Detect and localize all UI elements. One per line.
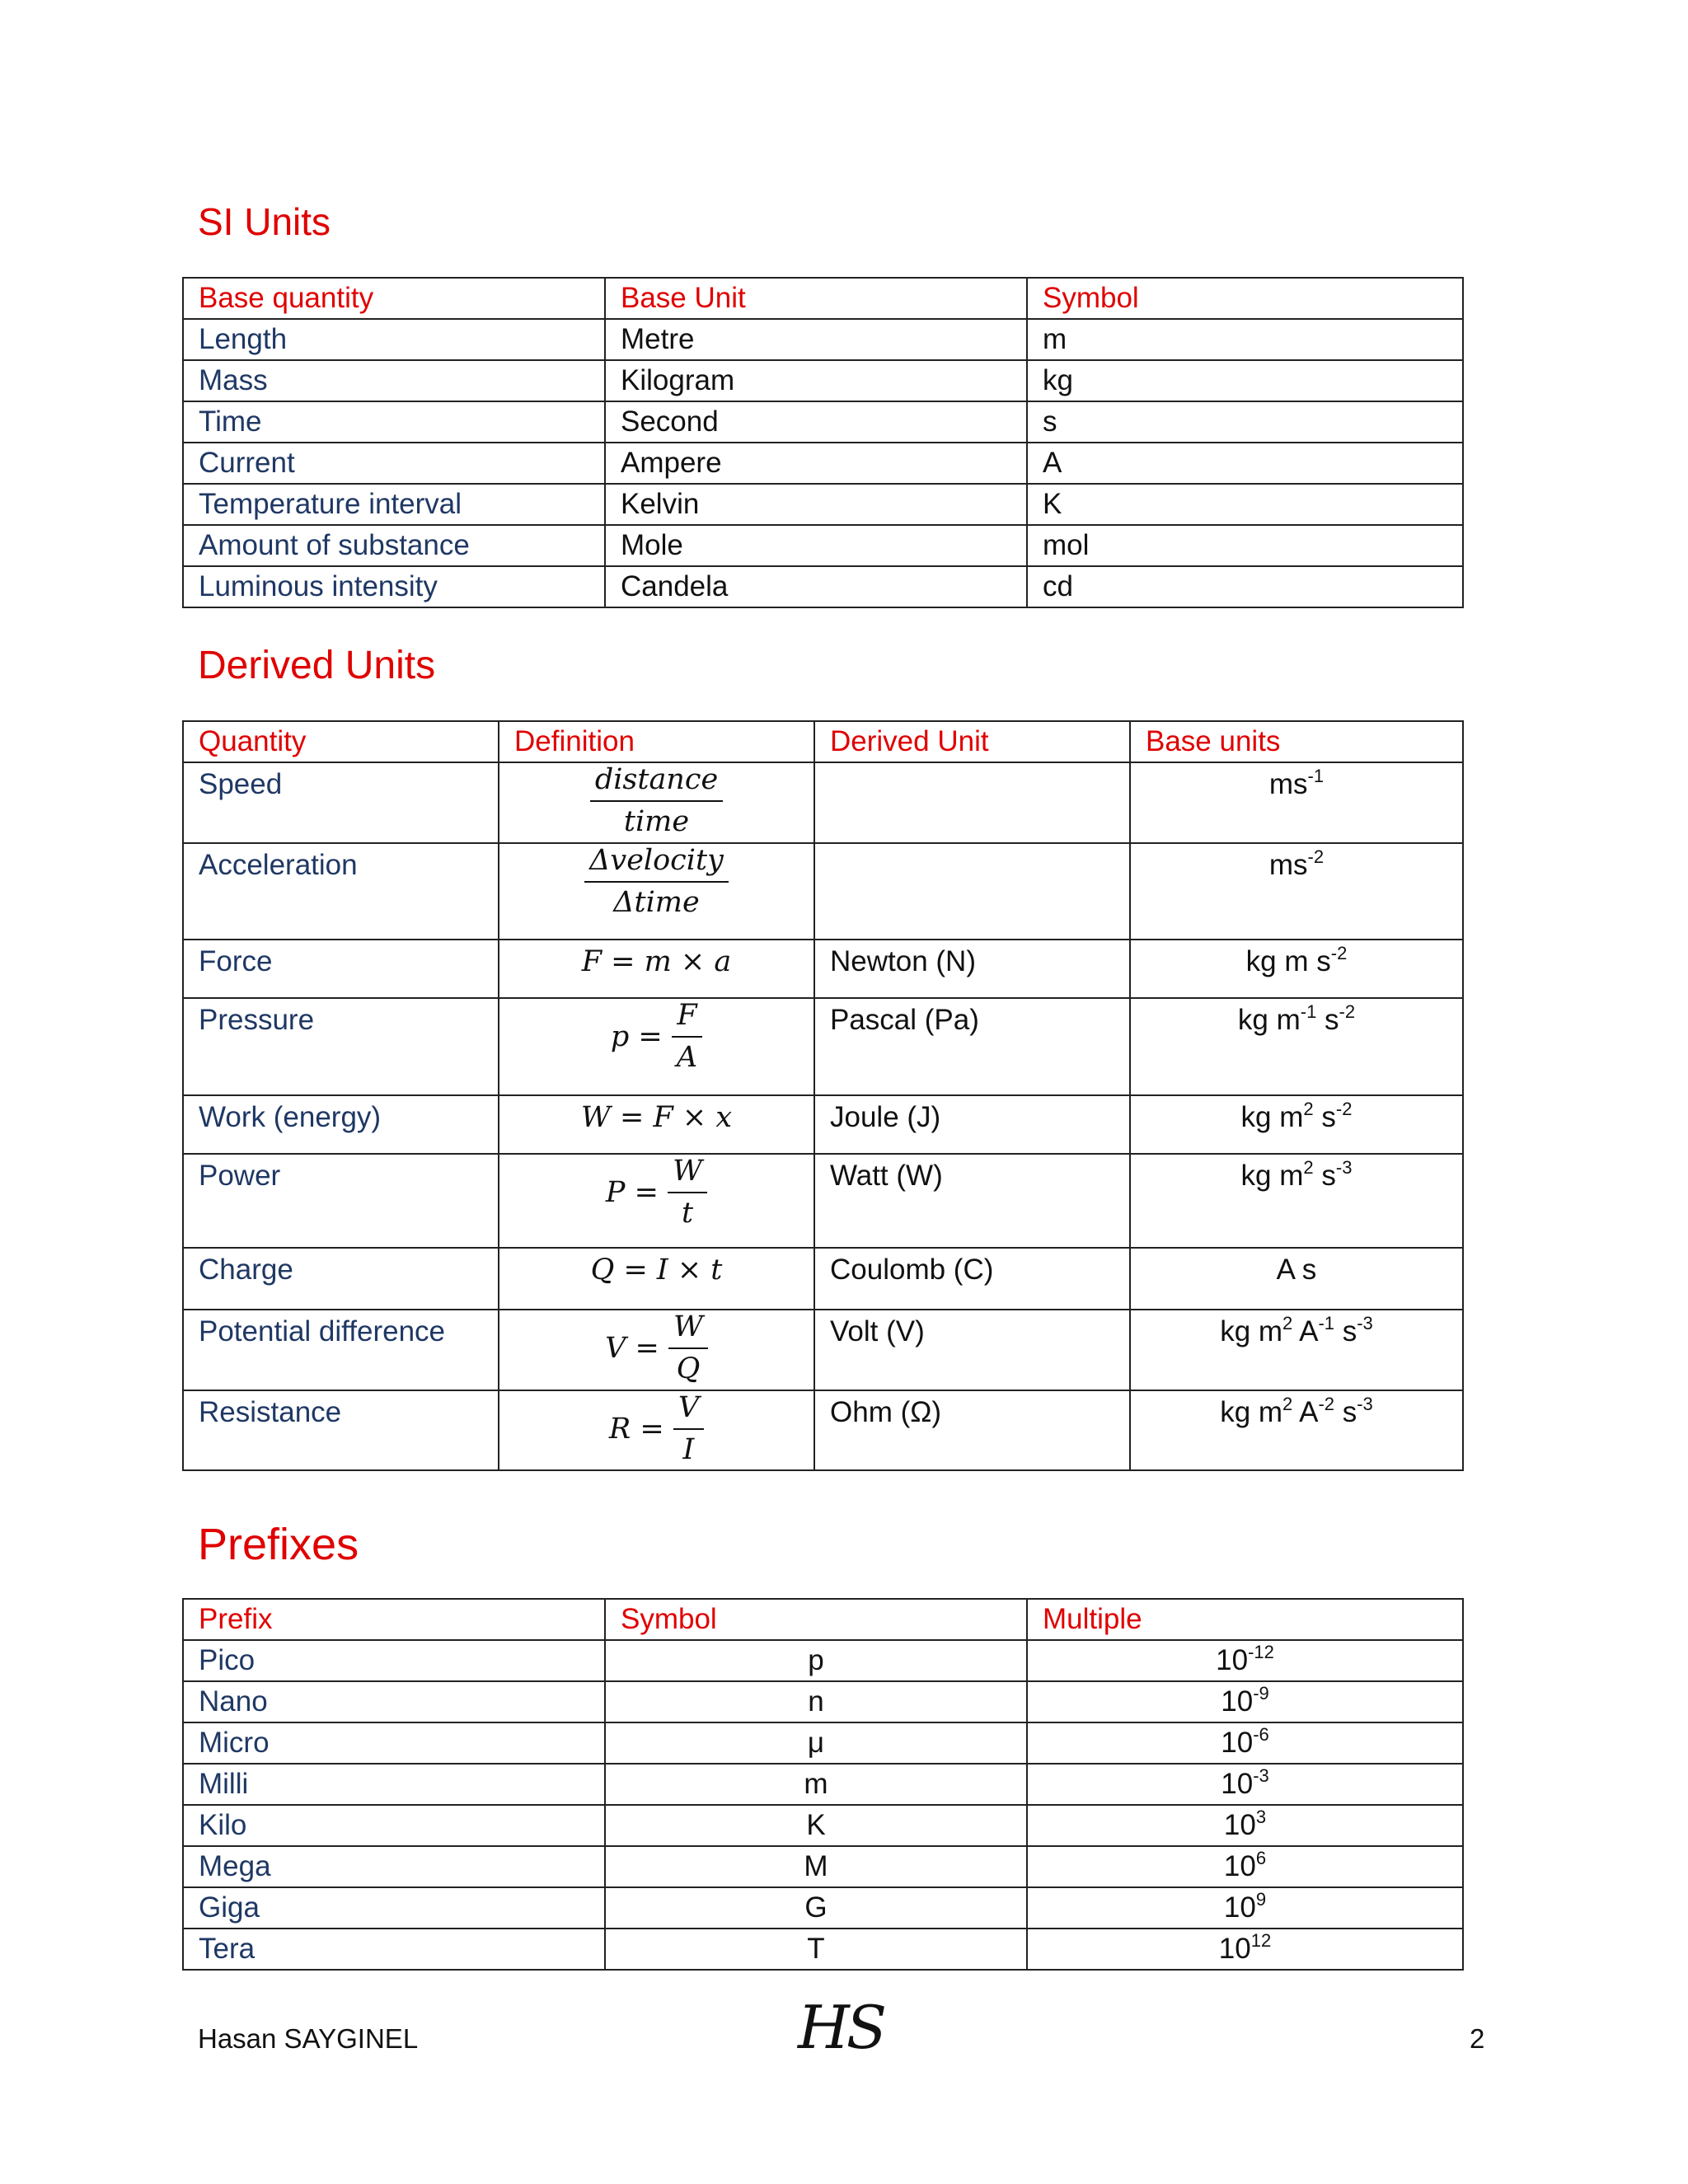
table-cell: K — [1027, 484, 1463, 525]
table-cell: mol — [1027, 525, 1463, 566]
denominator: I — [682, 1432, 695, 1466]
definition-formula — [499, 998, 814, 1095]
table-row — [183, 762, 1463, 843]
base-unit: kg m — [1220, 1396, 1283, 1428]
table-cell: Watt (W) — [814, 1154, 1130, 1248]
base-units-cell — [1130, 1310, 1463, 1390]
table-row — [183, 443, 1463, 484]
exponent: 6 — [1255, 1848, 1267, 1868]
definition-formula: Q = I × t — [499, 1248, 814, 1310]
si-units-table — [182, 277, 1464, 608]
multiple-base: 10 — [1216, 1644, 1249, 1676]
column-header: Base quantity — [183, 278, 605, 319]
exponent: 2 — [1282, 1394, 1293, 1414]
table-cell: Mass — [183, 360, 605, 401]
table-cell: cd — [1027, 566, 1463, 607]
table-cell: Newton (N) — [814, 940, 1130, 998]
derived-units-table — [182, 720, 1464, 1471]
multiple-base: 10 — [1223, 1891, 1256, 1924]
column-header: Base Unit — [605, 278, 1027, 319]
table-cell: Giga — [183, 1887, 605, 1929]
table-header-row — [183, 1599, 1463, 1640]
denominator: Q — [676, 1352, 701, 1385]
numerator: W — [668, 1312, 708, 1349]
exponent: 12 — [1250, 1930, 1272, 1951]
table-cell: m — [605, 1764, 1027, 1805]
table-row — [183, 1764, 1463, 1805]
table-cell: T — [605, 1929, 1027, 1970]
exponent: -6 — [1253, 1724, 1269, 1745]
table-cell: Nano — [183, 1681, 605, 1722]
table-row — [183, 1248, 1463, 1310]
formula-lhs: R = — [608, 1412, 664, 1446]
base-unit: s — [1313, 1160, 1336, 1192]
table-cell: μ — [605, 1722, 1027, 1764]
base-units-cell — [1130, 1154, 1463, 1248]
table-cell — [1027, 1640, 1463, 1681]
table-cell: Tera — [183, 1929, 605, 1970]
base-unit: s — [1313, 1101, 1336, 1133]
table-cell: Second — [605, 401, 1027, 443]
multiple-base: 10 — [1218, 1933, 1251, 1965]
table-cell: Kilo — [183, 1805, 605, 1846]
table-cell: Pressure — [183, 998, 499, 1095]
table-header-row — [183, 278, 1463, 319]
table-cell: Milli — [183, 1764, 605, 1805]
definition-formula — [499, 1154, 814, 1248]
table-cell — [1027, 1722, 1463, 1764]
exponent: 2 — [1303, 1099, 1314, 1119]
exponent: -2 — [1339, 1001, 1356, 1022]
si-units-heading: SI Units — [198, 200, 331, 243]
base-unit: s — [1334, 1315, 1357, 1347]
definition-formula: W = F × x — [499, 1095, 814, 1154]
table-cell: K — [605, 1805, 1027, 1846]
table-row — [183, 1640, 1463, 1681]
column-header: Definition — [499, 721, 814, 762]
numerator: W — [668, 1156, 707, 1193]
base-units-cell — [1130, 998, 1463, 1095]
base-unit: kg m — [1240, 1160, 1304, 1192]
multiple-base: 10 — [1221, 1727, 1254, 1759]
table-cell: G — [605, 1887, 1027, 1929]
exponent: 2 — [1282, 1313, 1293, 1333]
exponent: -2 — [1307, 846, 1325, 867]
exponent: -1 — [1300, 1001, 1317, 1022]
table-cell: Speed — [183, 762, 499, 843]
table-cell: m — [1027, 319, 1463, 360]
table-cell: p — [605, 1640, 1027, 1681]
base-units-cell — [1130, 1095, 1463, 1154]
table-cell: Joule (J) — [814, 1095, 1130, 1154]
formula-lhs: p = — [610, 1019, 663, 1053]
multiple-base: 10 — [1221, 1685, 1254, 1718]
exponent: -1 — [1318, 1313, 1334, 1333]
column-header: Multiple — [1027, 1599, 1463, 1640]
prefixes-heading: Prefixes — [198, 1520, 359, 1569]
footer-author: Hasan SAYGINEL — [198, 2023, 419, 2054]
exponent: -9 — [1253, 1683, 1269, 1704]
formula-lhs: V = — [605, 1331, 659, 1365]
table-cell: Mole — [605, 525, 1027, 566]
numerator: Δvelocity — [584, 846, 729, 883]
denominator: t — [682, 1196, 694, 1230]
denominator: A — [676, 1040, 698, 1074]
fraction — [668, 1312, 708, 1385]
table-row — [183, 1929, 1463, 1970]
base-units-cell: A s — [1130, 1248, 1463, 1310]
base-units-cell — [1130, 843, 1463, 940]
table-cell: s — [1027, 401, 1463, 443]
table-cell: Length — [183, 319, 605, 360]
table-row — [183, 1390, 1463, 1470]
table-cell: Power — [183, 1154, 499, 1248]
table-cell — [1027, 1681, 1463, 1722]
table-cell: Metre — [605, 319, 1027, 360]
table-row — [183, 1310, 1463, 1390]
table-row — [183, 319, 1463, 360]
table-cell: Micro — [183, 1722, 605, 1764]
exponent: -12 — [1248, 1642, 1274, 1662]
definition-formula — [499, 762, 814, 843]
formula-lhs: P = — [605, 1175, 659, 1209]
exponent: -3 — [1357, 1394, 1373, 1414]
definition-formula — [499, 843, 814, 940]
table-row — [183, 1805, 1463, 1846]
base-unit: kg m — [1220, 1315, 1283, 1347]
base-unit: s — [1334, 1396, 1357, 1428]
base-unit: A — [1292, 1396, 1319, 1428]
column-header: Prefix — [183, 1599, 605, 1640]
base-units-cell — [1130, 940, 1463, 998]
base-unit: A — [1292, 1315, 1319, 1347]
table-cell: Volt (V) — [814, 1310, 1130, 1390]
multiple-base: 10 — [1221, 1768, 1254, 1800]
table-row — [183, 1722, 1463, 1764]
table-row — [183, 1154, 1463, 1248]
table-row — [183, 566, 1463, 607]
table-row — [183, 940, 1463, 998]
table-cell: Ohm (Ω) — [814, 1390, 1130, 1470]
table-cell — [814, 843, 1130, 940]
exponent: 3 — [1255, 1807, 1267, 1827]
table-cell — [1027, 1846, 1463, 1887]
table-row — [183, 998, 1463, 1095]
table-cell: Amount of substance — [183, 525, 605, 566]
numerator: V — [673, 1393, 704, 1430]
table-cell — [814, 762, 1130, 843]
exponent: 2 — [1303, 1157, 1314, 1178]
table-cell: Charge — [183, 1248, 499, 1310]
column-header: Base units — [1130, 721, 1463, 762]
table-row — [183, 1887, 1463, 1929]
page-number: 2 — [1470, 2023, 1485, 2054]
base-unit: kg m — [1240, 1101, 1304, 1133]
numerator: F — [672, 1001, 702, 1038]
base-unit: ms — [1268, 849, 1308, 881]
table-cell: Mega — [183, 1846, 605, 1887]
base-units-cell — [1130, 762, 1463, 843]
table-cell: Potential difference — [183, 1310, 499, 1390]
table-cell: Kelvin — [605, 484, 1027, 525]
table-cell: Coulomb (C) — [814, 1248, 1130, 1310]
multiple-base: 10 — [1223, 1850, 1256, 1882]
definition-formula — [499, 1390, 814, 1470]
denominator: Δtime — [613, 885, 700, 919]
column-header: Quantity — [183, 721, 499, 762]
column-header: Derived Unit — [814, 721, 1130, 762]
table-row — [183, 360, 1463, 401]
exponent: 9 — [1255, 1889, 1267, 1910]
table-cell: Time — [183, 401, 605, 443]
derived-units-heading: Derived Units — [198, 644, 436, 687]
base-unit: s — [1316, 1004, 1339, 1036]
numerator: distance — [590, 765, 723, 802]
table-cell: Pico — [183, 1640, 605, 1681]
table-cell: Temperature interval — [183, 484, 605, 525]
table-cell: Luminous intensity — [183, 566, 605, 607]
table-cell — [1027, 1805, 1463, 1846]
exponent: -3 — [1253, 1765, 1269, 1786]
table-cell: Ampere — [605, 443, 1027, 484]
table-cell: M — [605, 1846, 1027, 1887]
table-row — [183, 484, 1463, 525]
column-header: Symbol — [605, 1599, 1027, 1640]
table-cell — [1027, 1764, 1463, 1805]
table-cell: kg — [1027, 360, 1463, 401]
table-cell: Kilogram — [605, 360, 1027, 401]
table-cell: Force — [183, 940, 499, 998]
table-cell: Resistance — [183, 1390, 499, 1470]
fraction — [584, 846, 729, 918]
table-cell: Candela — [605, 566, 1027, 607]
table-cell: Pascal (Pa) — [814, 998, 1130, 1095]
exponent: -3 — [1335, 1157, 1353, 1178]
fraction — [590, 765, 723, 837]
table-row — [183, 1095, 1463, 1154]
table-cell: Current — [183, 443, 605, 484]
table-row — [183, 401, 1463, 443]
table-row — [183, 525, 1463, 566]
table-cell: n — [605, 1681, 1027, 1722]
definition-formula — [499, 1310, 814, 1390]
base-unit: kg m — [1237, 1004, 1301, 1036]
prefixes-table — [182, 1598, 1464, 1971]
exponent: -2 — [1330, 943, 1348, 963]
base-units-cell — [1130, 1390, 1463, 1470]
exponent: -1 — [1307, 766, 1325, 786]
definition-formula: F = m × a — [499, 940, 814, 998]
fraction — [672, 1001, 702, 1073]
base-unit: ms — [1268, 768, 1308, 800]
exponent: -2 — [1335, 1099, 1353, 1119]
fraction — [668, 1156, 707, 1229]
table-cell — [1027, 1929, 1463, 1970]
fraction — [673, 1393, 704, 1465]
column-header: Symbol — [1027, 278, 1463, 319]
table-cell — [1027, 1887, 1463, 1929]
table-row — [183, 1846, 1463, 1887]
multiple-base: 10 — [1223, 1809, 1256, 1841]
table-header-row — [183, 721, 1463, 762]
table-cell: Acceleration — [183, 843, 499, 940]
table-cell: A — [1027, 443, 1463, 484]
denominator: time — [623, 804, 690, 838]
base-unit: kg m s — [1245, 945, 1331, 977]
table-row — [183, 843, 1463, 940]
footer-logo: HS — [798, 1993, 884, 2062]
table-cell: Work (energy) — [183, 1095, 499, 1154]
table-row — [183, 1681, 1463, 1722]
exponent: -2 — [1318, 1394, 1334, 1414]
exponent: -3 — [1357, 1313, 1373, 1333]
